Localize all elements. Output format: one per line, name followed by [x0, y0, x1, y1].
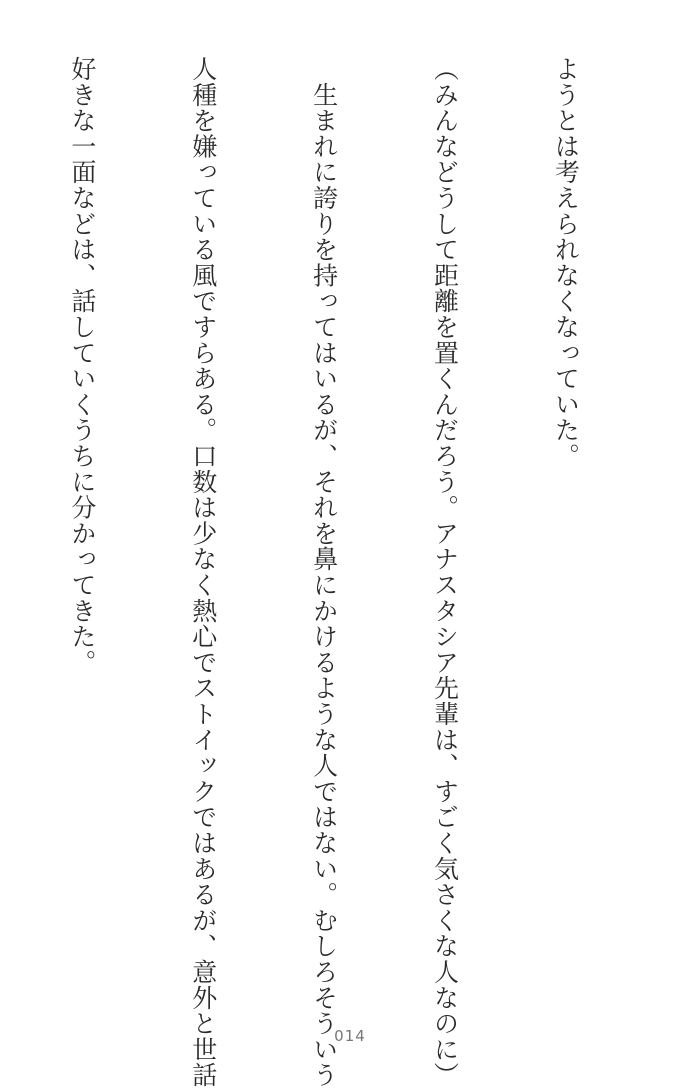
page-number: 014	[334, 1027, 366, 1045]
text-line: 好きな一面などは、話していくうちに分かってきた。	[67, 56, 97, 676]
text-line: 人種を嫌っている風ですらある。口数は少なく熱心でストイックではあるが、意外と世話	[188, 56, 218, 1088]
text-line: 生まれに誇りを持ってはいるが、それを鼻にかけるような人ではない。むしろそういう	[309, 56, 339, 1088]
text-line: （みんなどうして距離を置くんだろう。アナスタシア先輩は、すごく気さくな人なのに）	[430, 56, 460, 1088]
text-line: ようとは考えられなくなっていた。	[551, 56, 581, 469]
